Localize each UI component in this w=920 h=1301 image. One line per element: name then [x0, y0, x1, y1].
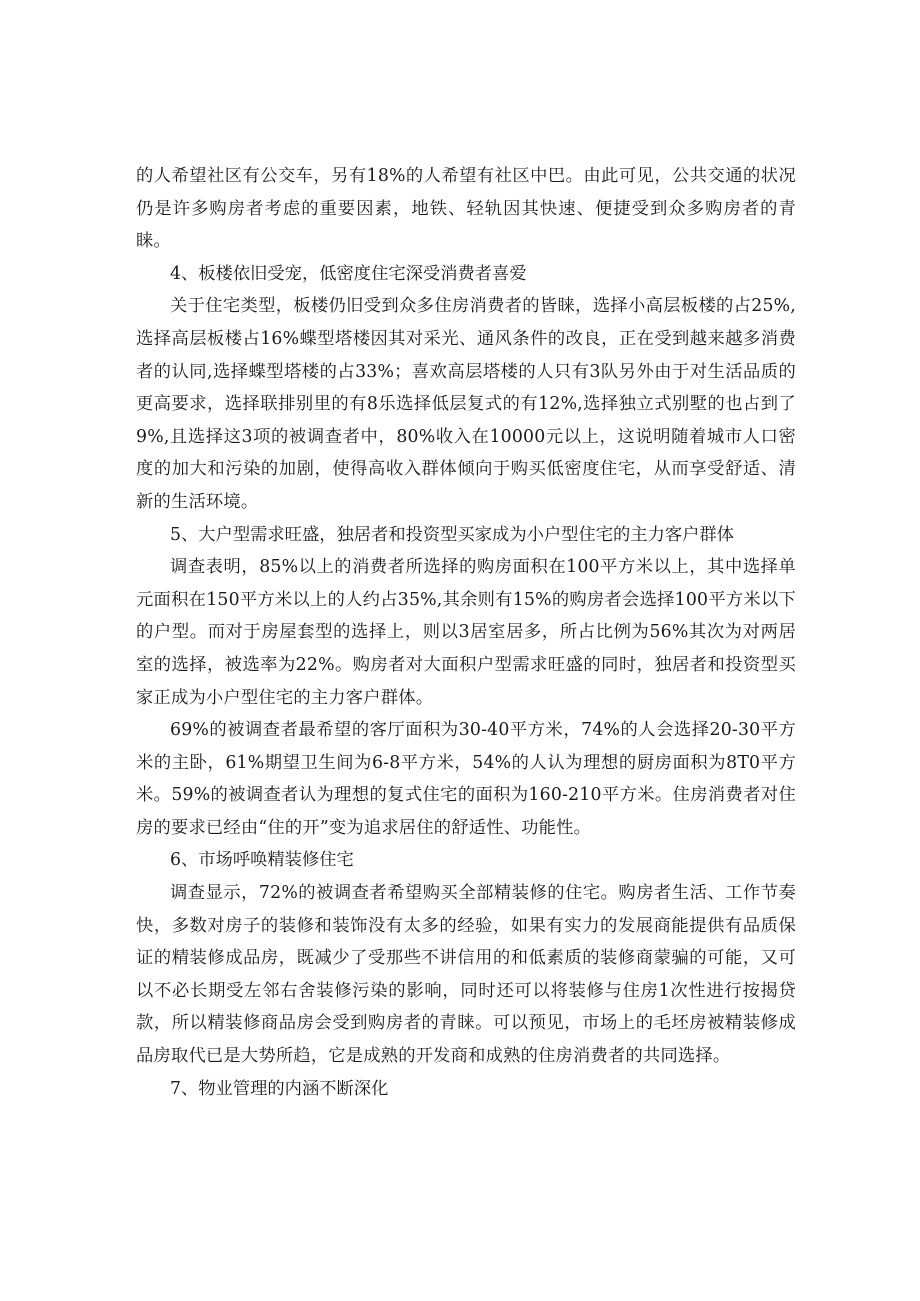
document-body [136, 160, 796, 1105]
section-heading-7: 7、物业管理的内涵不断深化 [170, 1078, 389, 1099]
section-heading-5: 5、大户型需求旺盛，独居者和投资型买家成为小户型住宅的主力客户群体 [170, 524, 734, 545]
section-heading-6: 6、市场呼唤精装修住宅 [170, 850, 354, 871]
paragraph-housing-type: 关于住宅类型，板楼仍旧受到众多住房消费者的皆睐，选择小高层板楼的占25%,选择高层板楼占16%蝶型塔楼因其对采光、通风条件的改良，正在受到越来越多消费者的认同,选择蝶型塔楼的占33%；喜欢高层塔楼的人只有3队另外由于对生活品质的更高要求，选择联排别里的有8乐选择低层复式的有12%,选择独立式别墅的也占到了9%,且选择这3项的被调查者中，80%收入在10000元以上，这说明随着城市人口密度的加大和污染的加剧，使得高收入群体倾向于购买低密度住宅，从而享受舒适、清新的生活环境。 [136, 296, 796, 512]
section-heading-4: 4、板楼依旧受宠，低密度住宅深受消费者喜爱 [170, 263, 527, 284]
paragraph-unit-size: 调查表明，85%以上的消费者所选择的购房面积在100平方米以上，其中选择单元面积在150平方米以上的人约占35%,其余则有15%的购房者会选择100平方米以下的户型。而对于房屋套型的选择上，则以3居室居多，所占比例为56%其次为对两居室的选择，被选率为22%。购房者对大面积户型需求旺盛的同时，独居者和投资型买家正成为小户型住宅的主力客户群体。 [136, 557, 796, 708]
paragraph-decoration: 调查显示，72%的被调查者希望购买全部精装修的住宅。购房者生活、工作节奏快，多数对房子的装修和装饰没有太多的经验，如果有实力的发展商能提供有品质保证的精装修成品房，既减少了受那些不讲信用的和低素质的装修商蒙骗的可能，又可以不必长期受左邻右舍装修污染的影响，同时还可以将装修与住房1次性进行按揭贷款，所以精装修商品房会受到购房者的青睐。可以预见，市场上的毛坯房被精装修成品房取代已是大势所趋，它是成熟的开发商和成熟的住房消费者的共同选择。 [136, 883, 796, 1067]
paragraph-transport-continued: 的人希望社区有公交车，另有18%的人希望有社区中巴。由此可见，公共交通的状况仍是许多购房者考虑的重要因素，地铁、轻轨因其快速、便捷受到众多购房者的青睐。 [136, 166, 796, 252]
paragraph-room-area: 69%的被调查者最希望的客厅面积为30-40平方米，74%的人会选择20-30平方米的主卧，61%期望卫生间为6-8平方米，54%的人认为理想的厨房面积为8T0平方米。59%的被调查者认为理想的复式住宅的面积为160-210平方米。住房消费者对住房的要求已经由“住的开”变为追求居住的舒适性、功能性。 [136, 720, 796, 838]
